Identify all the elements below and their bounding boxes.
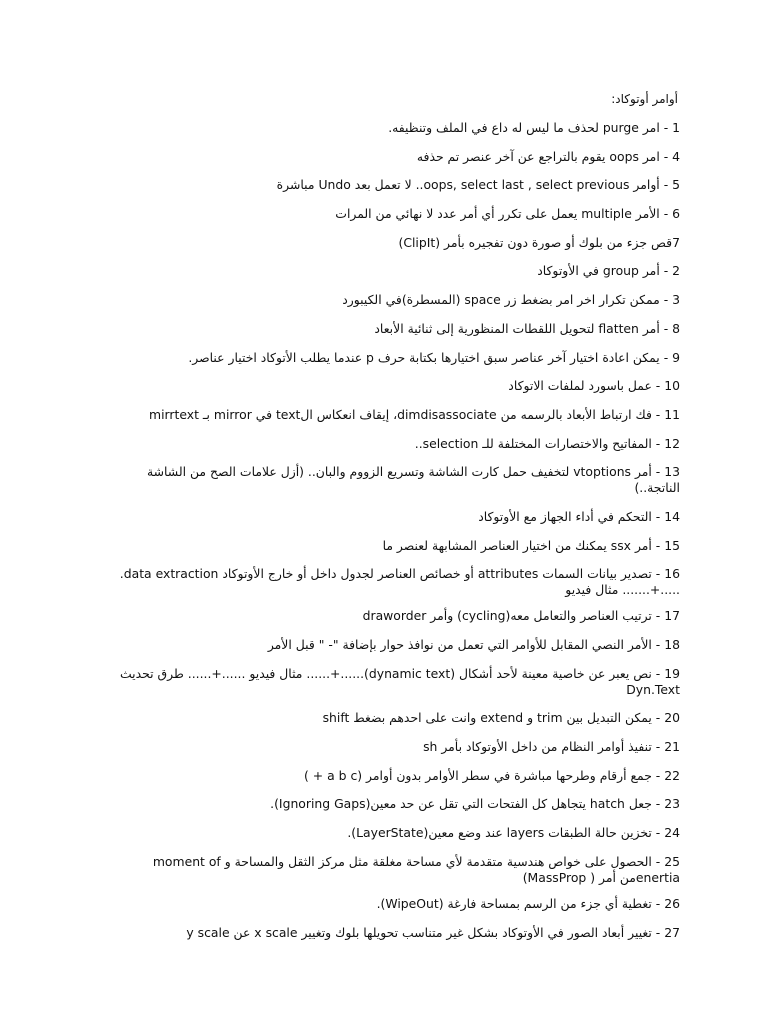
list-item: 22 - جمع أرقام وطرحها مباشرة في سطر الأوامر بدون أوامر (a b c + ) [304,767,680,783]
list-item: 3 - ممكن تكرار اخر امر بضغط زر space (المسطرة)في الكيبورد [342,292,680,308]
list-item: 14 - التحكم في أداء الجهاز مع الأوتوكاد [478,508,680,524]
list-item: 9 - يمكن اعادة اختيار آخر عناصر سبق اختيارها بكتابة حرف p عندما يطلب الأتوكاد اختيار عناصر. [188,349,680,365]
list-item: 12 - المفاتيح والاختصارات المختلفة للـ selection.. [414,435,680,451]
list-item: 26 - تغطية أي جزء من الرسم بمساحة فارغة (WipeOut). [376,895,680,911]
list-item: 20 - يمكن التبديل بين trim و extend وانت على احدهم بضغط shift [322,710,680,726]
document-title: أوامر أوتوكاد: [611,92,678,106]
list-item: 1 - امر purge لحذف ما ليس له داع في الملف وتنظيفه. [388,120,680,135]
list-item: 5 - أوامر oops, select last , select previous.. لا تعمل بعد Undo مباشرة [276,177,680,193]
list-item: 19 - نص يعبر عن خاصية معينة لأحد أشكال (dynamic text)......+...... مثال فيديو ......+...... طرق تحديث Dyn.Text [120,665,680,697]
list-item: 13 - أمر vtoptions لتخفيف حمل كارت الشاشة وتسريع الزووم والبان.. (أزل علامات الصح من الشاشة الناتجة..) [146,464,680,496]
list-item: 23 - جعل hatch يتجاهل كل الفتحات التي تقل عن حد معين(Ignoring Gaps). [270,796,680,812]
list-item: 6 - الأمر multiple يعمل على تكرر أي أمر عدد لا نهائي من المرات [335,206,680,222]
list-item: 21 - تنفيذ أوامر النظام من داخل الأوتوكاد بأمر sh [423,739,680,755]
list-item: 15 - أمر ssx يمكنك من اختيار العناصر المشابهة لعنصر ما [382,537,680,553]
list-item: 25 - الحصول على خواص هندسية متقدمة لأي مساحة مغلقة مثل مركز الثقل والمساحة و moment of enertiaمن أمر ( MassProp) [152,853,680,885]
list-item: 11 - فك ارتباط الأبعاد بالرسمه من dimdisassociate، إيقاف انعكاس الtext في mirror بـ mirrtext [149,406,680,422]
list-item: 10 - عمل باسورد لملفات الاتوكاد [508,378,680,394]
list-item: 7قص جزء من بلوك أو صورة دون تفجيره بأمر (ClipIt) [398,234,680,250]
list-item: 27 - تغيير أبعاد الصور في الأوتوكاد بشكل غير متناسب تحويلها بلوك وتغيير x scale عن y scale [186,924,680,940]
list-item: 2 - أمر group في الأوتوكاد [537,263,680,279]
list-item: 24 - تخزين حالة الطبقات layers عند وضع معين(LayerState). [347,825,680,841]
list-item: 18 - الأمر النصي المقابل للأوامر التي تعمل من نوافذ حوار بإضافة "- " قبل الأمر [267,637,680,652]
list-item: 8 - أمر flatten لتحويل اللقطات المنظورية إلى ثنائية الأبعاد [374,320,680,336]
list-item: 4 - امر oops يقوم بالتراجع عن آخر عنصر تم حذفه [416,148,680,164]
list-item: 17 - ترتيب العناصر والتعامل معه(cycling) وأمر draworder [362,608,680,624]
command-list [100,120,680,953]
list-item: 16 - تصدير بيانات السمات attributes أو خصائص العناصر لجدول داخل أو خارج الأوتوكاد data extraction. .....+....... مثال فيديو [119,566,680,598]
